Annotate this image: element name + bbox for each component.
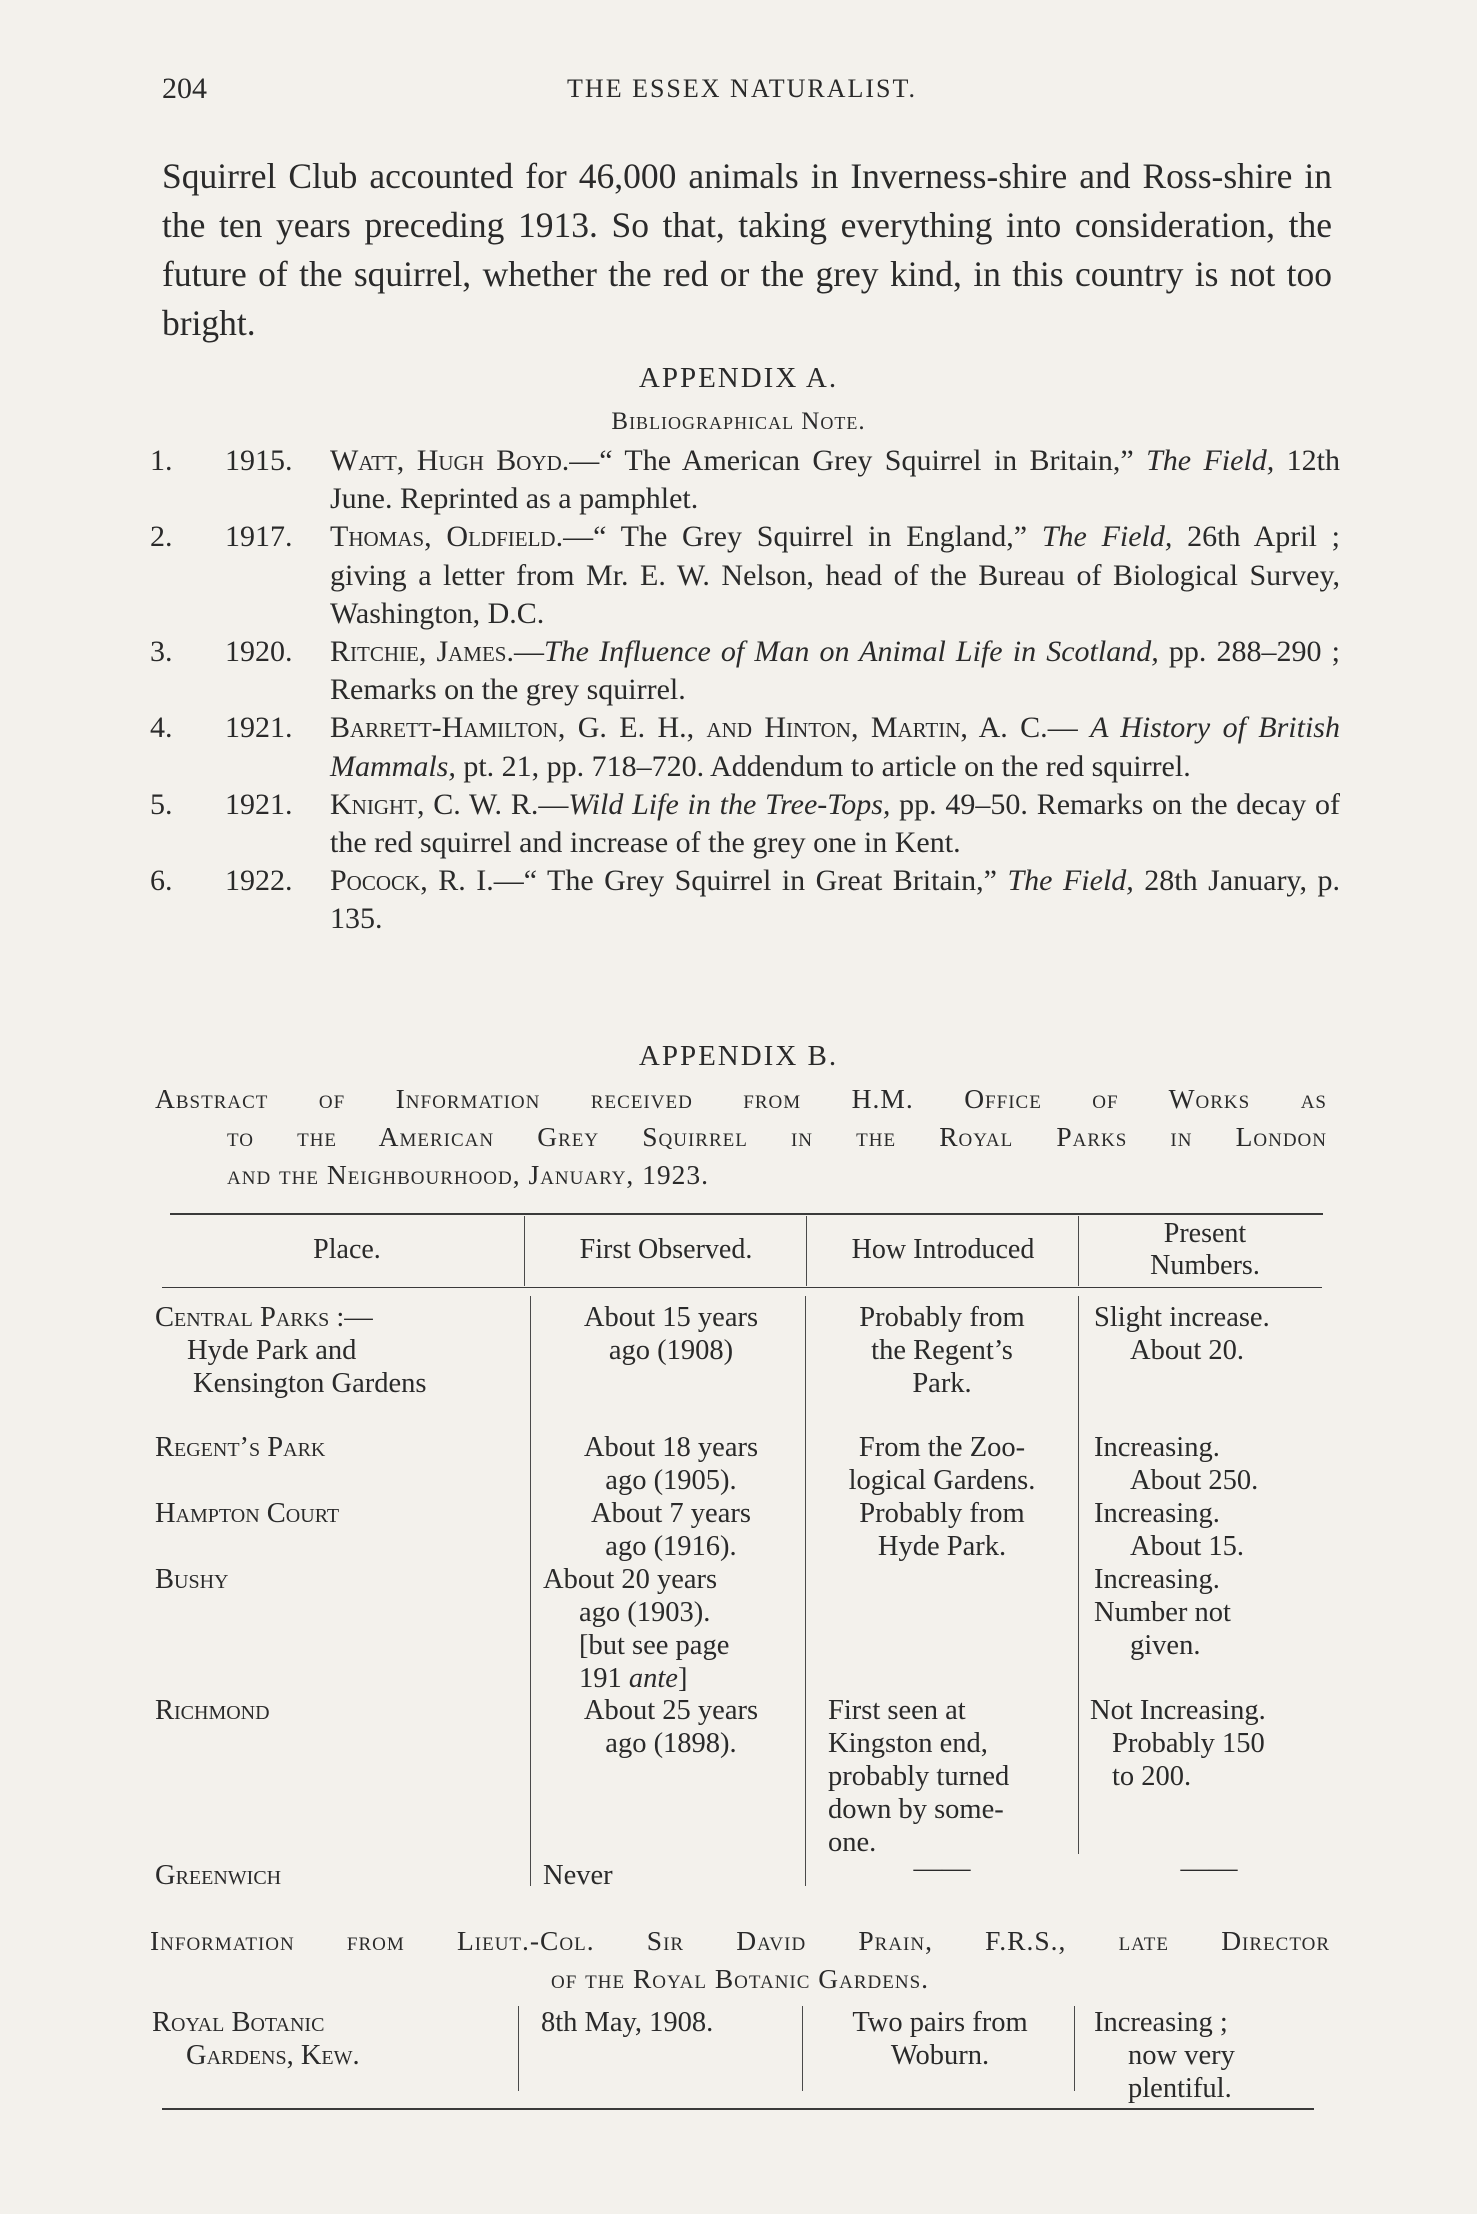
introduced-line: Probably from <box>859 1498 1025 1529</box>
introduced-line: Probably from <box>859 1302 1025 1333</box>
bib-year: 1922. <box>225 864 293 898</box>
numbers-line: About 20. <box>1130 1335 1244 1366</box>
observed-cell <box>540 1431 802 1497</box>
bib-number: 3. <box>150 635 173 669</box>
introduced-line: Park. <box>912 1368 972 1399</box>
bib-entry <box>150 862 1340 938</box>
column-divider <box>806 1216 807 1286</box>
bib-text-before: —“ The Grey Squirrel in England,” <box>563 520 1042 554</box>
place-cell: Richmond <box>155 1695 270 1726</box>
observed-cell <box>540 1694 802 1760</box>
place-cell: Central Parks :— <box>155 1302 373 1333</box>
observed-line: ago (1903). <box>579 1597 711 1628</box>
column-header-how-introduced: How Introduced <box>851 1234 1035 1265</box>
bib-text-after: pt. 21, pp. 718–720. Addendum to article on the red squirrel. <box>455 749 1191 783</box>
observed-line: ago (1898). <box>605 1728 737 1759</box>
observed-line: ago (1916). <box>605 1531 737 1562</box>
bibliographical-note-heading: Bibliographical Note. <box>611 408 866 435</box>
introduced-line: probably turned <box>828 1761 1010 1792</box>
introduced-line: Woburn. <box>890 2040 990 2071</box>
bib-number: 4. <box>150 711 173 745</box>
bib-italic: Wild Life in the Tree-Tops, <box>568 787 891 821</box>
bib-italic: The Influence of Man on Animal Life in Scotland, <box>544 635 1159 669</box>
numbers-line: Increasing. <box>1094 1498 1220 1529</box>
bib-entry <box>150 518 1340 633</box>
abstract-heading-line-1: Abstract of Information received from H.M. Office of Works as <box>155 1083 1327 1114</box>
place-cell: Regent’s Park <box>155 1432 326 1463</box>
numbers-line: Slight increase. <box>1094 1302 1270 1333</box>
bib-italic: A History of British Mammals, <box>330 711 1340 783</box>
abstract-heading-line-3: and the Neighbourhood, January, 1923. <box>227 1159 710 1190</box>
numbers-line: Number not <box>1094 1597 1231 1628</box>
observed-page-ref: 191 <box>579 1663 629 1694</box>
bib-year: 1915. <box>225 444 293 477</box>
bib-text-after: 28th January, p. 135. <box>330 864 1341 936</box>
observed-line: About 25 years <box>583 1695 759 1726</box>
column-divider <box>1074 2006 1075 2091</box>
bib-entry <box>150 442 1340 518</box>
numbers-line: About 250. <box>1130 1465 1259 1496</box>
bib-text-before: — <box>538 787 569 821</box>
bibliography-list <box>150 442 1340 939</box>
observed-line: About 20 years <box>543 1564 718 1595</box>
column-divider <box>524 1216 525 1286</box>
table-row-central-parks <box>155 1301 427 1400</box>
column-divider <box>1078 1296 1079 1854</box>
bib-entry <box>150 786 1340 862</box>
bib-author: Knight, C. W. R. <box>330 787 539 821</box>
bib-number: 2. <box>150 520 173 554</box>
introduced-cell <box>828 1694 1078 1859</box>
introduced-line: one. <box>828 1827 877 1858</box>
bib-text-after: 26th April ; giving a letter from Mr. E. W. Nelson, head of the Bureau of Biological Survey, Washington, D.C. <box>330 520 1341 630</box>
bib-author: Ritchie, James. <box>330 635 514 669</box>
bib-number: 1. <box>150 444 173 477</box>
bib-year: 1921. <box>225 711 293 745</box>
bib-italic: The Field, <box>1146 444 1275 477</box>
introduced-line: Two pairs from <box>852 2007 1028 2038</box>
bib-year: 1921. <box>225 787 293 821</box>
bib-number: 5. <box>150 787 173 821</box>
place-line: Gardens, Kew. <box>186 2040 360 2071</box>
place-cell-sub: Hyde Park and <box>187 1335 357 1366</box>
introduced-line: down by some- <box>828 1794 1004 1825</box>
numbers-line: now very <box>1128 2040 1235 2071</box>
bib-text-before: —“ The American Grey Squirrel in Britain,” <box>569 444 1147 477</box>
numbers-line: to 200. <box>1112 1761 1192 1792</box>
bib-year: 1917. <box>225 520 293 554</box>
bib-text-after: pp. 288–290 ; Remarks on the grey squirrel. <box>330 635 1340 707</box>
intro-paragraph: Squirrel Club accounted for 46,000 animals in Inverness-shire and Ross-shire in the ten years preceding 1913. So that, taking everything into consideration, the future of the squirrel, whether the red or the grey kind, in this country is not too bright. <box>162 156 1332 343</box>
introduced-cell: —— <box>913 1853 971 1884</box>
bib-number: 6. <box>150 864 173 898</box>
table-header-rule <box>162 1287 1322 1288</box>
bib-author: Pocock, R. I. <box>330 864 494 898</box>
column-header-present-numbers: Present Numbers. <box>1150 1218 1260 1281</box>
place-cell-sub: Kensington Gardens <box>193 1368 427 1399</box>
column-divider <box>1078 1216 1079 1286</box>
numbers-cell <box>1094 1301 1334 1367</box>
observed-bracket: ] <box>677 1663 688 1694</box>
bib-author: Watt, Hugh Boyd. <box>330 444 570 477</box>
bib-text-after: pp. 49–50. Remarks on the decay of the red squirrel and increase of the grey one in Kent. <box>330 787 1340 860</box>
observed-cell <box>543 1563 805 1695</box>
bib-text-before: — <box>1047 711 1091 745</box>
page-number: 204 <box>162 72 207 105</box>
numbers-line: plentiful. <box>1128 2073 1232 2104</box>
observed-cell <box>540 1301 802 1367</box>
column-divider <box>518 2006 519 2091</box>
place-line: Royal Botanic <box>152 2007 325 2038</box>
page-header <box>162 72 1322 112</box>
bib-author: Barrett-Hamilton, G. E. H., and Hinton, Martin, A. C. <box>330 711 1048 745</box>
introduced-line: First seen at <box>828 1695 966 1726</box>
kew-place-cell <box>152 2006 360 2072</box>
numbers-cell <box>1090 1694 1340 1793</box>
column-divider <box>805 1296 806 1886</box>
observed-line: ago (1908) <box>608 1335 734 1366</box>
abstract-heading <box>155 1080 1327 1194</box>
observed-cell <box>540 1497 802 1563</box>
column-divider <box>530 1296 531 1886</box>
observed-cell: Never <box>543 1860 613 1891</box>
kew-observed-cell: 8th May, 1908. <box>541 2007 714 2038</box>
column-header-place: Place. <box>313 1234 381 1265</box>
appendix-b-title: APPENDIX B. <box>638 1040 839 1072</box>
prain-heading-line-2: of the Royal Botanic Gardens. <box>550 1963 930 1994</box>
numbers-cell: —— <box>1180 1853 1238 1884</box>
bib-entry <box>150 709 1340 785</box>
observed-line: About 18 years <box>583 1432 759 1463</box>
bib-entry <box>150 633 1340 709</box>
introduced-line: Kingston end, <box>828 1728 988 1759</box>
observed-line: ago (1905). <box>605 1465 737 1496</box>
table-top-rule <box>170 1213 1323 1215</box>
table-bottom-rule <box>162 2108 1314 2110</box>
numbers-line: Not Increasing. <box>1090 1695 1266 1726</box>
observed-ante: ante <box>628 1663 678 1694</box>
introduced-cell <box>808 1301 1076 1400</box>
numbers-line: Increasing ; <box>1094 2007 1228 2038</box>
place-cell: Greenwich <box>155 1860 282 1891</box>
numbers-line: given. <box>1130 1630 1201 1661</box>
abstract-heading-line-2: to the American Grey Squirrel in the Royal Parks in London <box>227 1121 1327 1152</box>
numbers-line: About 15. <box>1130 1531 1244 1562</box>
bib-author: Thomas, Oldfield. <box>330 520 564 554</box>
bib-italic: The Field, <box>1041 520 1173 554</box>
place-cell: Bushy <box>155 1564 229 1595</box>
introduced-cell <box>808 1497 1076 1563</box>
place-cell: Hampton Court <box>155 1498 340 1529</box>
observed-line: [but see page <box>579 1630 730 1661</box>
column-divider <box>802 2006 803 2091</box>
bib-italic: The Field, <box>1007 864 1134 898</box>
numbers-cell <box>1094 1563 1334 1662</box>
introduced-line: From the Zoo- <box>858 1432 1026 1463</box>
observed-line <box>543 1662 805 1695</box>
observed-line: About 15 years <box>583 1302 759 1333</box>
bib-year: 1920. <box>225 635 293 669</box>
numbers-line: Probably 150 <box>1112 1728 1265 1759</box>
column-header-first-observed: First Observed. <box>579 1234 753 1265</box>
appendix-a-title: APPENDIX A. <box>638 362 839 394</box>
kew-introduced-cell <box>806 2006 1074 2072</box>
introduced-cell <box>808 1431 1076 1497</box>
kew-numbers-cell <box>1094 2006 1334 2105</box>
prain-heading <box>150 1922 1330 1998</box>
numbers-cell <box>1094 1431 1334 1497</box>
bib-text-before: —“ The Grey Squirrel in Great Britain,” <box>493 864 1008 898</box>
introduced-line: logical Gardens. <box>848 1465 1036 1496</box>
observed-line: About 7 years <box>591 1498 751 1529</box>
introduced-line: the Regent’s <box>871 1335 1013 1366</box>
numbers-line: Increasing. <box>1094 1564 1220 1595</box>
numbers-cell <box>1094 1497 1334 1563</box>
running-head: THE ESSEX NATURALIST. <box>567 74 917 103</box>
bib-text-before: — <box>514 635 544 669</box>
bib-text-after: 12th June. Reprinted as a pamphlet. <box>330 444 1341 516</box>
numbers-line: Increasing. <box>1094 1432 1220 1463</box>
prain-heading-line-1: Information from Lieut.-Col. Sir David Prain, F.R.S., late Director <box>150 1925 1330 1956</box>
introduced-line: Hyde Park. <box>877 1531 1007 1562</box>
